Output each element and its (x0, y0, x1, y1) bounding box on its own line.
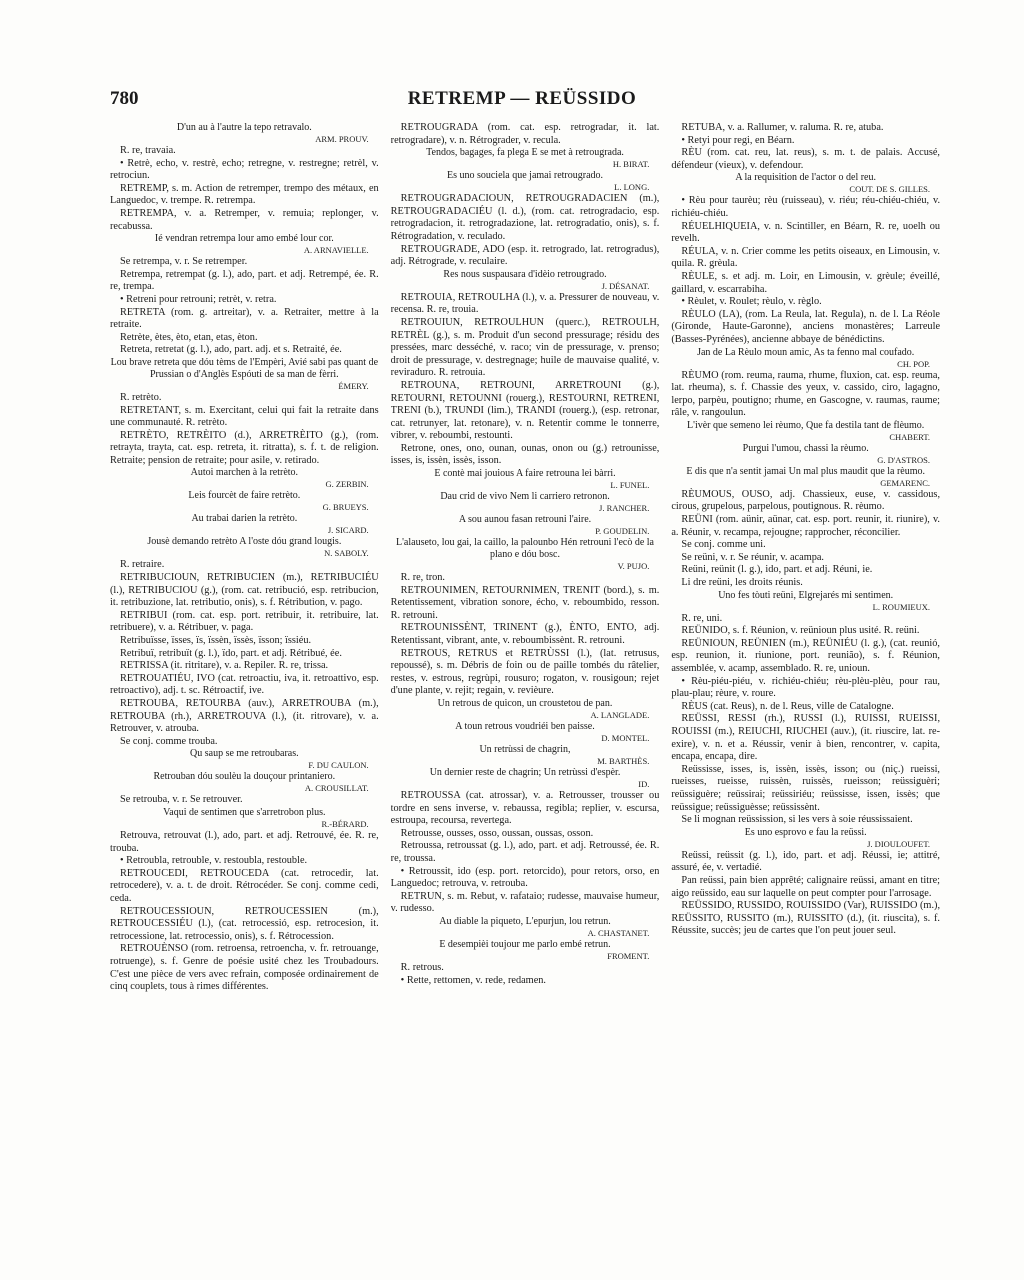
citation-author: ARM. PROUV. (315, 134, 369, 144)
dictionary-entry: RETROUGRADE, ADO (esp. it. retrogrado, lat. retrogradus), adj. Rétrograde, v. reculaire. (390, 243, 660, 268)
dictionary-entry: RÈUS (cat. Reus), n. de l. Reus, ville de Catalogne. (681, 700, 894, 712)
citation-line: Jan de La Rèulo moun amic, As ta fenno mal coufado. (697, 346, 915, 358)
dictionary-entry: RETROUSSA (cat. atrossar), v. a. Retrousser, trousser ou tordre en sens inverse, v. rebaussa, regibla; replier, v. escursa, estroupa, recoursa, revertega. (390, 790, 660, 827)
citation-line: Dau crid de vivo Nem li carriero retronon. (440, 491, 610, 503)
citation-line: Purgui l'umou, chassi la rèumo. (742, 442, 869, 454)
dictionary-entry: R. re, uni. (681, 612, 723, 624)
citation-author: R.-BÉRARD. (321, 818, 369, 829)
dictionary-entry: RETROUCEDI, RETROUCEDA (cat. retrocedir, lat. retrocedere), v. a. t. de droit. Rétrocéder. Se conj. comme cedi, ceda. (110, 867, 379, 904)
citation-author: A. CROUSILLAT. (304, 783, 369, 794)
column-right (671, 122, 940, 1252)
citation-author: CH. POP. (897, 358, 931, 369)
citation-author: H. BIRAT. (612, 159, 650, 170)
dictionary-entry: R. re, tron. (400, 572, 445, 584)
dictionary-entry: R. retrous. (400, 961, 444, 973)
citation-line: Autoi marchen à la retrèto. (190, 467, 299, 479)
dictionary-entry: RETROUATIÉU, IVO (cat. retroactiu, iva, it. retroattivo, esp. retroactivo), adj. t. sc. Rétroactif, ive. (110, 672, 379, 697)
dictionary-entry: RETRISSA (it. ritritare), v. a. Repiler. R. re, trissa. (120, 660, 329, 672)
dictionary-entry: RETROUÈNSO (rom. retroensa, retroencha, v. fr. retrouange, rotruenge), s. f. Genre de poésie usité chez les Troubadours. C'est une pièce de vers avec refrain, composée ordinairement de cinq couplets, tous à rimes différentes. (110, 943, 379, 993)
citation-line: Tendos, bagages, fa plega E se met à retrougrada. (426, 147, 624, 159)
citation-author: G. D'ASTROS. (877, 454, 931, 465)
citation-line: Ié vendran retrempa lour amo embé lour cor. (154, 233, 334, 245)
dictionary-entry: RETROUNA, RETROUNI, ARRETROUNI (g.), RETOURNI, RETOUNNI (rouerg.), RESTOURNI, RETRENI, TRENI (b.), TRUNDI (lim.), TRANDI (rouerg.), (esp. retronar, cat. retrunyer, lat. retonare), v. n. Retentir comme le tonnerre, vibrer, v. reboumbi, restounti. (390, 379, 660, 442)
citation-author: P. GOUDELIN. (595, 526, 650, 537)
citation-line: L'alauseto, lou gai, la caillo, la palounbo Hén retrouni l'ecò de la plano e dóu bosc. (396, 537, 654, 561)
dictionary-entry: Retrouva, retrouvat (l.), ado, part. et adj. Retrouvé, ée. R. re, trouba. (110, 829, 379, 854)
citation-author: FROMENT. (607, 950, 650, 961)
dictionary-entry: RETRIBUCIOUN, RETRIBUCIEN (m.), RETRIBUCIÉU (l.), RETRIBUCIOU (g.), (rom. cat. retribució, esp. retribucion, it. retribuzione, lat. retributio, onis), s. f. Rétribution, v. pago. (110, 572, 379, 609)
dictionary-entry: R. re, travaia. (120, 145, 176, 156)
dictionary-entry: RETROUNIMEN, RETOURNIMEN, TRENIT (bord.), s. m. Retentissement, vibration sonore, écho, v. reboumbido, resson. R. retrouni. (390, 584, 660, 621)
dictionary-entry: Reüni, reünit (l. g.), ido, part. et adj. Réuni, ie. (681, 564, 873, 576)
dictionary-entry: R. retrèto. (120, 391, 162, 403)
dictionary-entry: Retribuï, retribuït (g. l.), ïdo, part. et adj. Rétribué, ée. (120, 647, 342, 659)
citation-author: L. LONG. (614, 182, 650, 193)
citation-author: J. SICARD. (327, 525, 369, 536)
citation-line: A toun retrous voudriéi ben paisse. (455, 721, 595, 732)
citation-line: Leis fourcèt de faire retrèto. (188, 490, 301, 502)
dictionary-entry: RETRÈTO, RETRÈITO (d.), ARRETRÈITO (g.), (rom. retrayta, trayta, cat. esp. retreta, it. ritratta), s. f. t. de religion. Retraite; pension de retraite; pour asile, v. retirado. (110, 429, 379, 466)
dictionary-entry: RETROUNISSÈNT, TRINENT (g.), ÈNTO, ENTO, adj. Retentissant, vibrant, ante, v. reboumbissènt. R. retrouni. (390, 622, 660, 647)
dictionary-entry: RETROUGRADACIOUN, RETROUGRADACIEN (m.), RETROUGRADACIÉU (l. d.), (rom. cat. retrogradacio, esp. retrogradacion, it. retrogradazione, lat. retrogradatio, onis), s. f. Rétrogradation, v. reculado. (390, 193, 660, 242)
dictionary-entry: RETROUIUN, RETROULHUN (querc.), RETROULH, RETRÈL (g.), s. m. Produit d'un second pressurage; résidu des pressées, marc desséché, v. raco; vin de pressurage, v. prenso; droit de pressurage, v. destregnage; huile de mauvaise qualité, v. reviraduro. R. retrouia. (390, 316, 660, 379)
citation-author: J. DÉSANAT. (601, 280, 650, 291)
dictionary-entry: RETRUN, s. m. Rebut, v. rafataio; rudesse, mauvaise humeur, v. rudesso. (390, 890, 660, 915)
dictionary-entry: REÜSSIDO, RUSSIDO, ROUISSIDO (Var), RUISSIDO (m.), REÜSSITO, RUSSITO (m.), RUISSITO (d.), (it. riuscita), s. f. Réussite, succès; jeu de cartes que l'on peut jouer seul. (671, 900, 940, 937)
citation-author: ÉMERY. (338, 380, 369, 391)
citation-author: L. FUNEL. (610, 480, 650, 491)
citation-author: J. RANCHER. (599, 503, 650, 514)
dictionary-entry: Retreta, retretat (g. l.), ado, part. adj. et s. Retraité, ée. (120, 344, 342, 356)
citation-author: A. ARNAVIELLE. (303, 245, 369, 256)
dictionary-entry: • Rèu pour taurèu; rèu (ruisseau), v. riéu; réu-chiéu-chiéu, v. richiéu-chiéu. (671, 195, 940, 219)
dictionary-entry: RETREMP, s. m. Action de retremper, trempo des métaux, en Languedoc, v. trempe. R. retrempa. (110, 182, 379, 207)
dictionary-entry: REÜSSI, RESSI (rh.), RUSSI (l.), RUISSI, RUEISSI, ROUISSI (m.), REIUCHI, RIUCHEI (auv.), (it. riuscire, lat. re-exire), v. n. et a. Réussir, venir à bien, rencontrer, v. capita, encapa, encapa, dire. (671, 713, 940, 763)
dictionary-entry: RETROUBA, RETOURBA (auv.), ARRETROUBA (m.), RETROUBA (rh.), ARRETROUVA (l.), (it. ritrovare), v. a. Retrouver, v. atrouba. (110, 698, 379, 735)
dictionary-entry: RETUBA, v. a. Rallumer, v. raluma. R. re, atuba. (681, 122, 884, 133)
citation-line: Es uno souciela que jamai retrougrado. (446, 170, 604, 182)
dictionary-entry: Retribuïsse, ïsses, ïs, ïssèn, ïssès, ïsson; ïssiéu. (120, 635, 312, 647)
citation-line: Vaqui de sentimen que s'arretrobon plus. (163, 806, 326, 818)
citation-line: Au diable la piqueto, L'epurjun, lou retrun. (439, 915, 611, 927)
citation-author: M. BARTHÈS. (597, 756, 650, 766)
citation-author: J. DIOULOUFET. (867, 838, 931, 849)
dictionary-entry: • Retrè, echo, v. restrè, echo; retregne, v. restregne; retrèl, v. retrociun. (110, 157, 379, 182)
dictionary-entry: Se retrouba, v. r. Se retrouver. (120, 794, 243, 806)
dictionary-entry: RÉULA, v. n. Crier comme les petits oiseaux, en Limousin, v. quila. R. grèula. (671, 245, 940, 270)
citation-author: D. MONTEL. (601, 733, 650, 743)
dictionary-entry: REÜNI (rom. aünir, aünar, cat. esp. port. reunir, it. riunire), v. a. Réunir, v. recampa, rejougne; rapprocher, réconcilier. (671, 514, 940, 538)
citation-line: Un retrùssi de chagrin, (479, 744, 571, 755)
citation-author: GEMARENC. (880, 477, 931, 488)
dictionary-entry: REÜNIDO, s. f. Réunion, v. reünioun plus usité. R. reüni. (681, 625, 920, 637)
dictionary-entry: • Retreni pour retrouni; retrèt, v. retra. (120, 293, 277, 305)
citation-line: Un retrous de quicon, un croustetou de pan. (437, 698, 613, 709)
dictionary-entry: Retrempa, retrempat (g. l.), ado, part. et adj. Retrempé, ée. R. re, trempa. (110, 268, 379, 293)
dictionary-entry: RETROUS, RETRUS et RETRÙSSI (l.), (lat. retrusus, repoussé), s. m. Débris de foin ou de paille tombés du râtelier, restes, v. estrous, regrùpi, rousuro; rogaton, v. rousigoun; rejet d'une plante, v. rejit; regain, v. revièure. (390, 647, 660, 697)
dictionary-entry: RETROUIA, RETROULHA (l.), v. a. Pressurer de nouveau, v. recensa. R. re, trouia. (390, 291, 660, 316)
citation-line: E dis que n'a sentit jamai Un mal plus maudit que la rèumo. (686, 465, 926, 477)
citation-author: N. SABOLY. (324, 548, 369, 559)
dictionary-entry: Retroussa, retroussat (g. l.), ado, part. et adj. Retroussé, ée. R. re, troussa. (390, 840, 660, 864)
citation-line: Au trabai darien la retrèto. (191, 513, 298, 525)
dictionary-entry: RETRETA (rom. g. artreitar), v. a. Retraiter, mettre à la retraite. (110, 306, 379, 331)
dictionary-entry: Reüssisse, isses, is, issèn, issès, isson; ou (niç.) rueissi, rueisses, rueisse, ruissèn, ruissès, rueisson; reüssiguèri; reüssiguère; reüssirai; reüssiriéu; reüssisse, issen, issès; que reüssigue; reüssiguèsse; reüssissènt. (671, 763, 940, 813)
dictionary-entry: • Rèu-piéu-piéu, v. richiéu-chiéu; rèu-plèu-plèu, pour rau, plau-plau; rèure, v. roure. (671, 675, 940, 700)
citation-author: A. LANGLADE. (590, 710, 650, 720)
citation-author: G. BRUEYS. (322, 502, 369, 513)
dictionary-entry: • Rette, rettomen, v. rede, redamen. (400, 974, 546, 986)
column-middle (391, 122, 660, 1252)
column-left (110, 122, 379, 1252)
citation-line: E desempièi toujour me parlo embé retrun. (439, 938, 611, 950)
citation-line: Retrouban dóu soulèu la douçour printaniero. (153, 771, 336, 783)
dictionary-entry: Se conj. comme trouba. (120, 735, 218, 747)
dictionary-entry: R. retraire. (120, 559, 165, 571)
citation-line: Un dernier reste de chagrin; Un retrùssi d'espèr. (429, 767, 621, 778)
dictionary-entry: RETRETANT, s. m. Exercitant, celui qui fait la retraite dans une communauté. R. retrèto. (110, 404, 379, 429)
citation-author: V. PUJO. (617, 561, 650, 572)
dictionary-entry: RÈULE, s. et adj. m. Loir, en Limousin, v. grèule; éveillé, gaillard, v. escarrabiha. (671, 270, 940, 295)
dictionary-entry: Se conj. comme uni. (681, 539, 766, 551)
dictionary-entry: Se li mognan reüssission, si les vers à soie réussissaient. (681, 814, 913, 826)
dictionary-entry: • Retroubla, retrouble, v. restoubla, restouble. (120, 855, 308, 867)
citation-line: Res nous suspausara d'idèio retrougrado. (443, 268, 607, 280)
dictionary-entry: Se reüni, v. r. Se réunir, v. acampa. (681, 551, 824, 563)
running-head: RETREMP — REÜSSIDO (407, 88, 637, 109)
citation-author: L. ROUMIEUX. (872, 601, 931, 612)
citation-line: E contè mai jouious A faire retrouna lei bàrri. (434, 468, 616, 480)
dictionary-entry: Retrone, ones, ono, ounan, ounas, onon ou (g.) retrounisse, isses, is, issèn, issès, isson. (390, 442, 660, 467)
dictionary-entry: RÈU (rom. cat. reu, lat. reus), s. m. t. de palais. Accusé, défendeur (vieux), v. defendour. (671, 147, 940, 171)
citation-author: ID. (638, 779, 650, 789)
text-columns (110, 122, 940, 1252)
citation-line: Es uno esprovo e fau la reüssi. (744, 826, 867, 838)
dictionary-entry: • Rèulet, v. Roulet; rèulo, v. règlo. (681, 296, 822, 308)
citation-author: F. DU CAULON. (308, 760, 369, 771)
dictionary-entry: RETREMPA, v. a. Retremper, v. remuia; replonger, v. recabussa. (110, 207, 379, 232)
citation-line: D'un au à l'autre la tepo retravalo. (176, 122, 312, 133)
dictionary-entry: Retrète, ètes, èto, etan, etas, èton. (120, 331, 258, 343)
citation-line: Lou brave retreta que dóu tèms de l'Empèri, Avié sabi pas quant de Prussian o d'Anglès Espóuti de sa man de fèrri. (110, 356, 379, 380)
dictionary-entry: RETROUCESSIOUN, RETROUCESSIEN (m.), RETROUCESSIÉU (l.), (cat. retrocessió, esp. retrocesion, it. retrocessione, lat. retrocessio, onis), s. f. Rétrocession. (110, 905, 379, 942)
dictionary-entry: RÈUMO (rom. reuma, rauma, rhume, fluxion, cat. esp. reuma, lat. rheuma), s. f. Chassie des yeux, v. cassido, ciro, lagagno, lerpo, parpèu, poutigno; rhume, en Gascogne, v. raumas, raume; râle, v. rangoulun. (671, 369, 940, 419)
citation-line: A la requisition de l'actor o del reu. (735, 172, 876, 184)
dictionary-entry: Se retrempa, v. r. Se retremper. (120, 256, 248, 268)
dictionary-entry: • Retroussit, ido (esp. port. retorcido), pour retors, orso, en Languedoc; retrouva, v. retrouba. (390, 865, 660, 890)
dictionary-entry: RETRIBUI (rom. cat. esp. port. retribuir, it. retribuire, lat. retribuere), v. a. Rétribuer, v. paga. (110, 609, 379, 634)
page-header (110, 88, 934, 116)
dictionary-entry: Pan reüssi, pain bien apprêté; calignaire reüssi, amant en titre; aigo reüssido, eau sur laquelle on peut compter pour l'arrosage. (671, 874, 940, 899)
citation-author: A. CHASTANET. (587, 927, 650, 938)
citation-line: L'ivèr que semeno lei rèumo, Que fa destila tant de flèumo. (687, 419, 925, 431)
dictionary-entry: RÉUELHIQUEIA, v. n. Scintiller, en Béarn, R. re, uoelh ou revelh. (671, 220, 940, 245)
citation-author: G. ZERBIN. (325, 479, 369, 490)
page-number: 780 (110, 88, 139, 109)
dictionary-entry: RETROUGRADA (rom. cat. esp. retrogradar, it. lat. retrogradare), v. n. Rétrograder, v. recula. (390, 122, 660, 146)
citation-author: COUT. DE S. GILLES. (849, 184, 931, 195)
dictionary-entry: • Retyi pour regi, en Béarn. (681, 134, 795, 146)
citation-author: CHABERT. (889, 431, 931, 442)
citation-line: A sou aunou fasan retrouni l'aire. (458, 514, 592, 526)
dictionary-entry: RÈULO (LA), (rom. La Reula, lat. Regula), n. de l. La Réole (Gironde, Haute-Garonne), anciens monastères; Larreule (Basses-Pyrénées), ancienne abbaye de bénédictins. (671, 308, 940, 345)
citation-line: Jousè demando retrèto A l'oste dóu grand lougis. (147, 536, 342, 548)
citation-line: Uno fes tòuti reüni, Elgrejarés mi sentimen. (718, 589, 894, 601)
dictionary-entry: RÈUMOUS, OUSO, adj. Chassieux, euse, v. cassidous, cirous, grupelous, parpelous, poutignous. R. rèumo. (671, 488, 940, 513)
dictionary-entry: Li dre reüni, les droits réunis. (681, 577, 803, 589)
citation-line: Qu saup se me retroubaras. (190, 748, 299, 760)
dictionary-entry: Retrousse, ousses, osso, oussan, oussas, osson. (400, 827, 594, 839)
dictionary-entry: REÜNIOUN, REÜNIEN (m.), REÜNIÉU (l. g.), (cat. reunió, esp. reunion, it. riunione, port. reunião), s. f. Réunion, assemblée, v. acamp, assemblado. R. re, unioun. (671, 637, 940, 674)
dictionary-entry: Reüssi, reüssit (g. l.), ido, part. et adj. Réussi, ie; attitré, assuré, ée, v. vertadié. (671, 849, 940, 874)
